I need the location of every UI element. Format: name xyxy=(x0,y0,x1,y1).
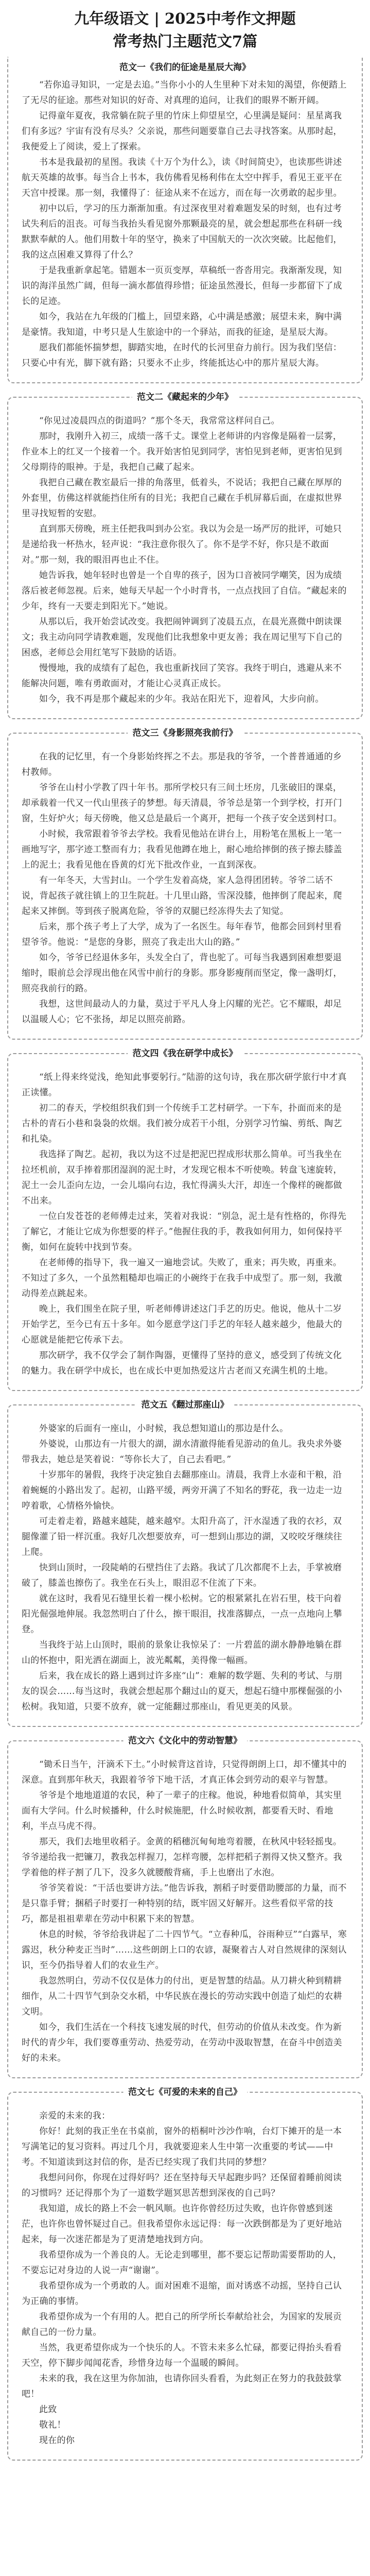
essay-section xyxy=(7,392,363,719)
essay-paragraph: 那时，我刚升入初三，成绩一落千丈。课堂上老师讲的内容像是隔着一层雾，作业本上的红叉一个接着一个。我开始害怕见到同学，害怕见到老师，更害怕见到父母期待的眼神。于是，我把自己藏了起来。 xyxy=(22,431,342,472)
essay-section xyxy=(7,1736,363,2078)
essay-body xyxy=(22,2108,348,2448)
essay-paragraph: 就在这时，我看见石缝里长着一棵小松树。它的根紧紧扎在岩石里，枝干向着阳光倔强地伸展。我忽然明白了什么，擦干眼泪，找准落脚点，一点一点地向上攀登。 xyxy=(22,1594,342,1635)
essay-paragraph: 小时候，我常跟着爷爷去学校。我看见他站在讲台上，用粉笔在黑板上一笔一画地写字，那字迹工整而有力；我看见他蹲在地上，耐心地给摔倒的孩子擦去膝盖上的泥土；我看见他在昏黄的灯光下批改作业，一直到深夜。 xyxy=(22,829,342,870)
essay-paragraph: 直到那天傍晚，班主任把我叫到办公室。我以为会是一场严厉的批评，可她只是递给我一杯热水，轻声说：“我注意你很久了。你不是学不好，你只是不敢面对。”那一刻，我的眼泪再也止不住。 xyxy=(22,524,342,565)
essay-body xyxy=(22,1070,348,1379)
essay-section xyxy=(7,728,363,1040)
essay-paragraph: 敬礼！ xyxy=(39,2420,66,2430)
essay-paragraph: 休息的时候，爷爷给我讲起了二十四节气。“立春种瓜，谷雨种豆”“白露早，寒露迟，秋分种麦正当时”……这些朗朗上口的农谚，凝聚着古人对自然规律的深刻认识，至今仍指导着人们的农业生产。 xyxy=(22,1929,347,1971)
essay-paragraph: 如今，爷爷已经退休多年，头发全白了，背也驼了。可每当我遇到困难想要退缩时，眼前总会浮现出他在风雪中前行的身影。那身影瘦削而坚定，像一盏明灯，照亮我前行的路。 xyxy=(22,953,342,994)
essay-paragraph: 我希望你成为一个善良的人。无论走到哪里，都不要忘记帮助需要帮助的人，不要忘记对身边的人说一声“谢谢”。 xyxy=(22,2250,342,2276)
essay-paragraph: 慢慢地，我的成绩有了起色，我也重新找回了笑容。我终于明白，逃避从来不能解决问题，唯有勇敢面对，才能让心灵真正成长。 xyxy=(22,663,342,689)
essay-heading: 范文七《可爱的未来的自己》 xyxy=(123,2086,247,2099)
essay-paragraph: 可走着走着，路越来越陡，越来越窄。太阳升高了，汗水湿透了我的衣衫，双腿像灌了铅一样沉重。我好几次想要放弃，可一想到山那边的湖，又咬咬牙继续往上爬。 xyxy=(22,1516,342,1557)
essay-paragraph: “锄禾日当午，汗滴禾下土。”小时候背这首诗，只觉得朗朗上口，却不懂其中的深意。直到那年秋天，我跟着爷爷下地干活，才真正体会到劳动的艰辛与智慧。 xyxy=(22,1759,347,1785)
essay-paragraph: 在我的记忆里，有一个身影始终挥之不去。那是我的爷爷，一个普普通通的乡村教师。 xyxy=(22,752,342,777)
essay-heading: 范文六《文化中的劳动智慧》 xyxy=(123,1734,247,1748)
essay-paragraph: 现在的你 xyxy=(39,2435,75,2446)
essay-heading: 范文五《翻过那座山》 xyxy=(136,1398,234,1412)
essay-heading: 范文三《身影照亮我前行》 xyxy=(128,726,243,740)
essay-paragraph: 爷爷笑着说：“干活也要讲方法。”他告诉我，割稻子时要借助腰部的力量，而不是只靠手臂；捆稻子时要打一种特别的结，既牢固又好解开。这些看似平常的技巧，都是祖祖辈辈在劳动中积累下来的智慧。 xyxy=(22,1883,347,1924)
essay-paragraph: 我希望你成为一个勇敢的人。面对困难不退缩，面对诱惑不动摇，坚持自己认为正确的事情。 xyxy=(22,2281,342,2307)
essay-paragraph: 你好！此刻的我正坐在书桌前，窗外的梧桐叶沙沙作响，台灯下摊开的是一本写满笔记的复习资料。再过几个月，我就要迎来人生中第一次重要的考试——中考。不知道读到这封信的你，是否已经实现了我们共同的梦想？ xyxy=(22,2126,342,2167)
essay-body xyxy=(22,749,348,1027)
essay-paragraph: 一位白发苍苍的老师傅走过来，笑着对我说：“别急，泥土是有性格的，你得先了解它，才能让它成为你想要的样子。”他握住我的手，教我如何用力，如何保持平衡，如何在旋转中找到节奏。 xyxy=(22,1211,347,1252)
essay-paragraph: 我把自己藏在教室最后一排的角落里，低着头，不说话；我把自己藏在厚厚的外套里，仿佛这样就能挡住所有的目光；我把自己藏在手机屏幕后面，在虚拟世界里寻找短暂的安慰。 xyxy=(22,478,342,519)
essay-paragraph: “若你追寻知识，一定是去追。”当你小小的人生里种下对未知的渴望，你便踏上了无尽的征途。那些对知识的好奇、对真理的追问，让我们的眼界不断开阔。 xyxy=(22,80,347,106)
essay-paragraph: 快到山顶时，一段陡峭的石壁挡住了去路。我试了几次都爬不上去，手掌被磨破了，膝盖也擦伤了。我坐在石头上，眼泪忍不住流了下来。 xyxy=(22,1563,342,1588)
essay-paragraph: 我忽然明白，劳动不仅仅是体力的付出，更是智慧的结晶。从刀耕火种到精耕细作，从二十四节气到杂交水稻，中华民族在漫长的劳动实践中创造了灿烂的农耕文明。 xyxy=(22,1976,342,2017)
essay-paragraph: 我知道，成长的路上不会一帆风顺。也许你曾经历过失败，也许你曾感到迷茫，也许你也曾怀疑过自己。但我希望你永远记得：每一次跌倒都是为了更好地站起来，每一次迷茫都是为了更清楚地找到方向。 xyxy=(22,2204,342,2245)
essay-paragraph: 那天，我们去地里收稻子。金黄的稻穗沉甸甸地弯着腰，在秋风中轻轻摇曳。爷爷递给我一把镰刀，教我怎样握刀，怎样弯腰，怎样把稻子割得又快又整齐。我学着他的样子割了几下，没多久就腰酸背痛，手上也磨出了水泡。 xyxy=(22,1837,342,1878)
essay-section xyxy=(7,2087,363,2461)
essay-paragraph: 后来，那个孩子考上了大学，成为了一名医生。每年春节，他都会回到村里看望爷爷。他说：“是您的身影，照亮了我走出大山的路。” xyxy=(22,922,342,947)
essay-paragraph: 有一年冬天，大雪封山。一个学生发着高烧，家人急得团团转。爷爷二话不说，背起孩子就往镇上的卫生院赶。十几里山路，雪深没膝，他摔倒了爬起来，爬起来又摔倒。等到孩子脱离危险，爷爷的双腿已经冻得失去了知觉。 xyxy=(22,875,342,917)
essay-paragraph: 当我终于站上山顶时，眼前的景象让我惊呆了：一片碧蓝的湖水静静地躺在群山的怀抱中，阳光洒在湖面上，波光粼粼，美得像一幅画。 xyxy=(22,1640,342,1666)
essay-paragraph: 当然，我更希望你成为一个快乐的人。不管未来多么忙碌，都要记得抬头看看天空，停下脚步闻闻花香，珍惜身边每一个温暖的瞬间。 xyxy=(22,2343,342,2368)
essay-paragraph: 外婆家的后面有一座山，小时候，我总想知道山的那边是什么。 xyxy=(39,1423,289,1434)
essay-paragraph: 我希望你成为一个有用的人。把自己的所学所长奉献给社会，为国家的发展贡献自己的一份力量。 xyxy=(22,2312,342,2337)
essay-paragraph: 我想问问你，你现在过得好吗？还在坚持每天早起跑步吗？还保留着睡前阅读的习惯吗？还记得那个为了一道数学题冥思苦想到深夜的自己吗？ xyxy=(22,2173,342,2198)
essay-paragraph: 如今，我不再是那个藏起来的少年。我站在阳光下，迎着风，大步向前。 xyxy=(39,694,324,704)
essay-body xyxy=(22,77,348,371)
essay-section xyxy=(7,57,363,383)
essay-heading: 范文二《藏起来的少年》 xyxy=(132,391,238,404)
essay-paragraph: 记得童年夏夜，我常躺在院子里的竹床上仰望星空，心里满是疑问：星星离我们有多远？宇宙有没有尽头？父亲说，那些问题要靠自己去寻找答案。从那时起，我便爱上了阅读，爱上了探索。 xyxy=(22,111,342,152)
essay-paragraph: 爷爷在山村小学教了四十年书。那所学校只有三间土坯房，几张破旧的课桌，却承载着一代又一代山里孩子的梦想。每天清晨，爷爷总是第一个到学校，打开门窗，生好炉火；每天傍晚，他又总是最后一个离开，把每一个孩子安全送到村口。 xyxy=(22,783,342,824)
essay-paragraph: “你见过凌晨四点的街道吗？”那个冬天，我常常这样问自己。 xyxy=(39,416,280,426)
essay-paragraph: 爷爷是个地地道道的农民，种了一辈子的庄稼。他说，种地看似简单，其实里面有大学问。什么时候播种，什么时候施肥，什么时候收割，都要看天时、看地利，半点马虎不得。 xyxy=(22,1790,342,1832)
essay-paragraph: 亲爱的未来的我： xyxy=(39,2111,111,2121)
essay-paragraph: 此致 xyxy=(39,2404,57,2415)
essay-paragraph: 书本是我最初的星图。我读《十万个为什么》，读《时间简史》，也读那些讲述航天英雄的故事。每当合上书本，我仿佛看见杨利伟在太空中挥手，看见王亚平在天宫中授课。那一刻，我懂得了：征途从来不在远方，而在每一次勇敢的起步里。 xyxy=(22,157,342,198)
essay-paragraph: 我选择了陶艺。起初，我以为这不过是把泥巴捏成形状那么简单。可当我坐在拉坯机前，双手捧着那团湿润的泥土时，才发现它根本不听使唤。转盘飞速旋转，泥土一会儿歪向左边，一会儿塌向右边，我忙得满头大汗，却连一个像样的碗都做不出来。 xyxy=(22,1149,342,1206)
essay-paragraph: 如今，我们生活在一个科技飞速发展的时代，但劳动的价值从未改变。作为新时代的青少年，我们要尊重劳动、热爱劳动，在劳动中汲取智慧，在奋斗中创造美好的未来。 xyxy=(22,2022,342,2063)
essay-paragraph: 愿我们都能怀揣梦想，脚踏实地，在时代的长河里奋力前行。因为我们坚信：只要心中有光，脚下就有路；只要永不止步，终能抵达心中的那片星辰大海。 xyxy=(22,343,342,368)
essay-paragraph: 于是我重新拿起笔。错题本一页页变厚，草稿纸一沓沓用完。我渐渐发现，知识的海洋虽然广阔，但每一滴水都值得珍惜；征途虽然漫长，但每一步都留下了成长的足迹。 xyxy=(22,265,342,307)
essay-paragraph: 晚上，我们围坐在院子里，听老师傅讲述这门手艺的历史。他说，他从十二岁开始学艺，至今已有五十多年。如今愿意学这门手艺的年轻人越来越少，他最大的心愿就是能把它传承下去。 xyxy=(22,1304,342,1345)
document-title-line1: 九年级语文 | 2025中考作文押题 xyxy=(74,10,296,27)
essay-paragraph: 在老师傅的指导下，我一遍又一遍地尝试。失败了，重来；再失败，再重来。不知过了多久，一个虽然粗糙却也端正的小碗终于在我手中成型了。那一刻，我激动得差点跳起来。 xyxy=(22,1258,342,1299)
essay-list xyxy=(7,57,363,2461)
essay-paragraph: 十岁那年的暑假，我终于决定独自去翻那座山。清晨，我背上水壶和干粮，沿着蜿蜒的小路出发了。起初，山路平缓，两旁开满了不知名的野花，我一边走一边哼着歌，心情格外愉快。 xyxy=(22,1470,342,1511)
essay-paragraph: 如今，我站在九年级的门槛上，回望来路，心中满是感激；展望未来，胸中满是豪情。我知道，中考只是人生旅途中的一个驿站，而我的征途，是星辰大海。 xyxy=(22,312,342,337)
essay-body xyxy=(22,1757,348,2066)
essay-body xyxy=(22,1421,348,1715)
essay-heading: 范文四《我在研学中成长》 xyxy=(128,1047,243,1060)
essay-paragraph: 初中以后，学习的压力渐渐加重。有过深夜里对着难题发呆的时刻，也有过考试失利后的沮丧。可每当我抬头看见窗外那颗最亮的星，就会想起那些在科研一线默默奉献的人。他们用数十年的坚守，换来了中国航天的一次次突破。比起他们，我的这点困难又算得了什么？ xyxy=(22,204,342,260)
essay-paragraph: 初二的春天，学校组织我们到一个传统手工艺村研学。一下车，扑面而来的是古朴的青石小巷和袅袅的炊烟。我们被分成若干小组，分别学习竹编、剪纸、陶艺和扎染。 xyxy=(22,1103,342,1144)
essay-paragraph: 后来，我在成长的路上遇到过许多座“山”：难解的数学题、失利的考试、与朋友的误会……每当这时，我就会想起那个翻过山的夏天，想起石缝中那棵倔强的小松树。我知道，只要不放弃，就一定能翻过那座山，看见更美的风景。 xyxy=(22,1671,342,1712)
essay-paragraph: 外婆说，山那边有一片很大的湖，湖水清澈得能看见游动的鱼儿。我央求外婆带我去，她总是笑着说：“等你长大了，自己去看吧。” xyxy=(22,1439,342,1465)
essay-paragraph: 她告诉我，她年轻时也曾是一个自卑的孩子，因为口音被同学嘲笑，因为成绩落后被老师忽视。后来，她每天早起一个小时背书，一点点找回了自信。“藏起来的少年，终有一天要走到阳光下。”她说。 xyxy=(22,570,347,612)
essay-paragraph: 我想，这世间最动人的力量，莫过于平凡人身上闪耀的光芒。它不耀眼，却足以温暖人心；它不张扬，却足以照亮前路。 xyxy=(22,999,342,1025)
essay-paragraph: “纸上得来终觉浅，绝知此事要躬行。”陆游的这句诗，我在那次研学旅行中才真正读懂。 xyxy=(22,1072,347,1098)
essay-body xyxy=(22,413,348,707)
essay-paragraph: 未来的我，我在这里为你加油，也请你回头看看，为此刻正在努力的我鼓鼓掌吧！ xyxy=(22,2374,342,2399)
document-title-line2: 常考热门主题范文7篇 xyxy=(112,32,258,50)
essay-paragraph: 从那以后，我开始尝试改变。我把闹钟调到了凌晨五点，在晨光熹微中朗读课文；我主动向同学请教难题，发现他们比我想象中更友善；我在周记里写下自己的困惑，老师总会用红笔写下鼓励的话语。 xyxy=(22,617,342,658)
essay-section xyxy=(7,1048,363,1391)
essay-section xyxy=(7,1400,363,1727)
essay-paragraph: 那次研学，我不仅学会了制作陶器，更懂得了坚持的意义，感受到了传统文化的魅力。我在研学中成长，也在成长中更加热爱这片古老而又充满生机的土地。 xyxy=(22,1350,342,1376)
essay-heading: 范文一《我们的征途是星辰大海》 xyxy=(22,61,348,77)
